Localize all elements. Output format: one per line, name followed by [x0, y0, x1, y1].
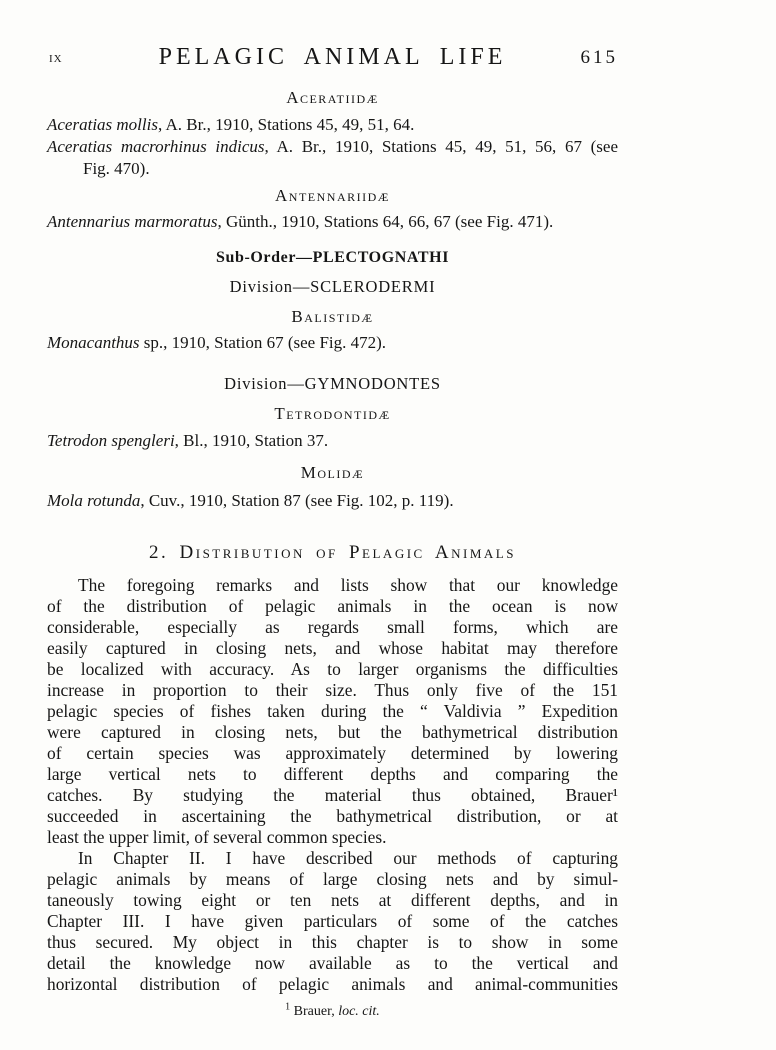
footnote	[47, 1001, 618, 1020]
body-line: taneously towing eight or ten nets at different depths, and in	[47, 890, 618, 910]
running-title: PELAGIC ANIMAL LIFE	[158, 44, 507, 70]
body-line: of certain species was approximately determined by lowering	[47, 743, 618, 763]
body-line: easily captured in closing nets, and whose habitat may therefore	[47, 638, 618, 658]
body-line: Chapter III. I have given particulars of some of the catches	[47, 911, 618, 931]
body-line: increase in proportion to their size. Thus only five of the 151	[47, 680, 618, 700]
page-number: 615	[580, 47, 618, 68]
body-line: were captured in closing nets, but the bathymetrical distribution	[47, 722, 618, 742]
species-entry-details: , A. Br., 1910, Stations 45, 49, 51, 56, 67 (see	[264, 137, 618, 156]
body-line: of the distribution of pelagic animals in the ocean is now	[47, 596, 618, 616]
body-line: horizontal distribution of pelagic animals and animal-communities	[47, 974, 618, 994]
species-name: Tetrodon spengleri	[47, 431, 175, 450]
species-entry-monacanthus	[47, 332, 618, 354]
division-heading-gymnodontes: Division—GYMNODONTES	[224, 374, 441, 393]
body-line: The foregoing remarks and lists show that our knowledge	[78, 575, 618, 595]
species-entry-antennarius	[47, 211, 618, 233]
species-entry-line	[47, 136, 618, 158]
species-name: Aceratias mollis	[47, 115, 158, 134]
species-entry-details: , Günth., 1910, Stations 64, 66, 67 (see Fig. 471).	[217, 212, 554, 231]
body-line: In Chapter II. I have described our methods of capturing	[78, 848, 618, 868]
family-heading-aceratiidae: Aceratiidæ	[286, 88, 379, 107]
species-name: Aceratias macrorhinus indicus	[47, 137, 265, 156]
species-entry-aceratias-macrorhinus	[47, 136, 618, 180]
footnote-author: Brauer,	[293, 1004, 339, 1019]
running-header	[47, 44, 618, 72]
body-line: catches. By studying the material thus obtained, Brauer¹	[47, 785, 618, 805]
suborder-heading-plectognathi: Sub-Order—PLECTOGNATHI	[215, 249, 450, 266]
species-name: Antennarius marmoratus	[47, 212, 218, 231]
species-name: Monacanthus	[47, 333, 140, 352]
species-entry-details: sp., 1910, Station 67 (see Fig. 472).	[139, 333, 387, 352]
family-heading-tetrodontidae: Tetrodontidæ	[274, 404, 391, 423]
body-line: succeeded in ascertaining the bathymetrical distribution, or at	[47, 806, 618, 826]
species-entry-details: , A. Br., 1910, Stations 45, 49, 51, 64.	[157, 115, 415, 134]
body-line: detail the knowledge now available as to the vertical and	[47, 953, 618, 973]
species-entry-details: , Cuv., 1910, Station 87 (see Fig. 102, p. 119).	[140, 491, 454, 510]
footnote-marker: 1	[285, 1001, 291, 1013]
body-line: pelagic species of fishes taken during the “ Valdivia ” Expedition	[47, 701, 618, 721]
family-heading-molidae: Molidæ	[300, 463, 365, 482]
chapter-signature: IX	[49, 53, 63, 65]
footnote-citation: loc. cit.	[338, 1004, 380, 1019]
species-entry-mola	[47, 490, 618, 512]
section-heading: 2. Distribution of Pelagic Animals	[149, 542, 516, 563]
species-entry-continuation: Fig. 470).	[83, 159, 150, 178]
species-entry-aceratias-mollis	[47, 114, 618, 136]
family-heading-antennariidae: Antennariidæ	[275, 186, 390, 205]
body-line: considerable, especially as regards small forms, which are	[47, 617, 618, 637]
division-heading-sclerodermi: Division—SCLERODERMI	[229, 277, 436, 296]
body-line: large vertical nets to different depths and comparing the	[47, 764, 618, 784]
family-heading-balistidae: Balistidæ	[291, 307, 374, 326]
body-line: thus secured. My object in this chapter is to show in some	[47, 932, 618, 952]
body-line: least the upper limit, of several common species.	[47, 827, 387, 847]
body-line: be localized with accuracy. As to larger organisms the difficulties	[47, 659, 618, 679]
body-line: pelagic animals by means of large closing nets and by simul-	[47, 869, 618, 889]
species-name: Mola rotunda	[47, 491, 141, 510]
species-entry-tetrodon	[47, 430, 618, 452]
species-entry-details: , Bl., 1910, Station 37.	[174, 431, 329, 450]
paragraph-2	[47, 848, 618, 995]
paragraph-1	[47, 575, 618, 848]
